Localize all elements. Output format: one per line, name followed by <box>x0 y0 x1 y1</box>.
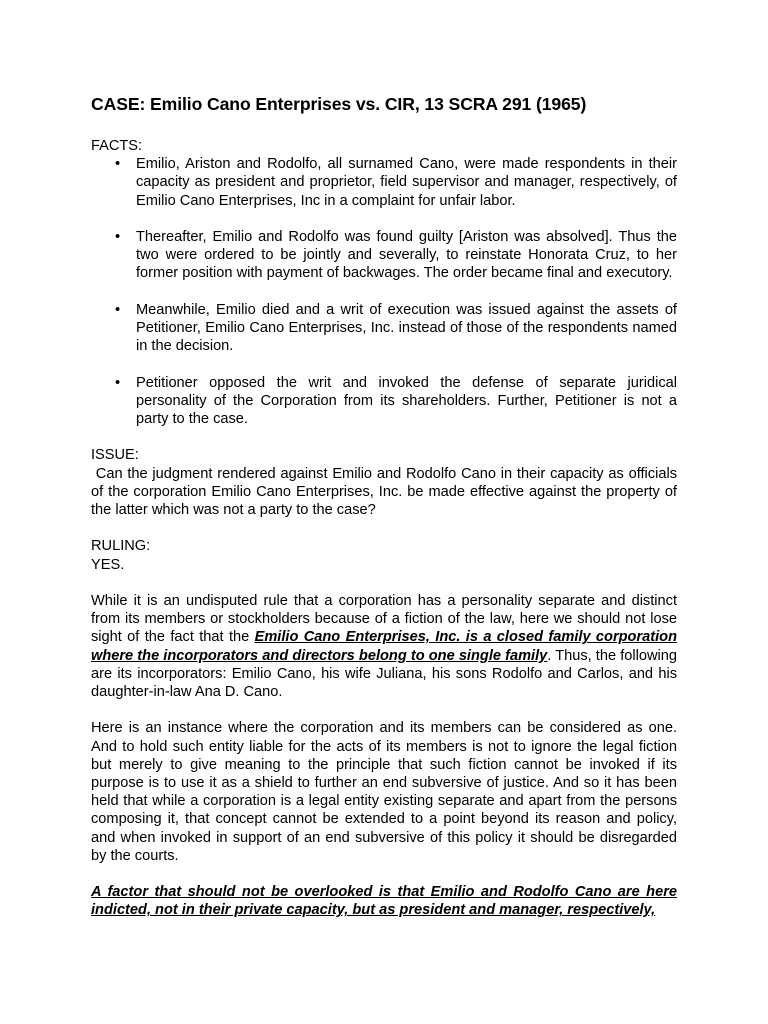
fact-text: Meanwhile, Emilio died and a writ of execution was issued against the assets of Petitioner, Emilio Cano Enterprises, Inc. instead of those of the respondents named in the decision. <box>136 301 677 355</box>
ruling-paragraph-1-emphasis: Emilio Cano Enterprises, Inc. is a closed family corporation where the incorporators and directors belong to one single family <box>91 629 678 664</box>
issue-label: ISSUE: <box>91 447 139 464</box>
ruling-label: RULING: <box>91 538 151 555</box>
fact-text: Thereafter, Emilio and Rodolfo was found guilty [Ariston was absolved]. Thus the two were ordered to be jointly and severally, to reinstate Honorata Cruz, to her former position with payment of backwages. The order became final and executory. <box>136 229 677 282</box>
ruling-paragraph-3-emphasis: A factor that should not be overlooked is that Emilio and Rodolfo Cano are here indicted, not in their private capacity, but as president and manager, respectively, <box>91 884 677 919</box>
list-item <box>91 228 677 283</box>
facts-list <box>91 155 677 428</box>
list-item <box>91 301 677 356</box>
ruling-answer: YES. <box>91 556 125 573</box>
bullet-icon: • <box>115 374 121 391</box>
ruling-paragraph-2: Here is an instance where the corporation and its members can be considered as one. And to hold such entity liable for the acts of its members is not to ignore the legal fiction but merely to give meaning to the principle that such fiction cannot be invoked if its purpose is to use it as a shield to further an end subversive of justice. And so it has been held that while a corporation is a legal entity existing separate and apart from the persons composing it, that concept cannot be extended to a point beyond its reason and policy, and when invoked in support of an end subversive of this policy it should be disregarded by the courts. <box>91 720 677 864</box>
document-page <box>91 93 682 920</box>
list-item <box>91 155 677 210</box>
list-item <box>91 374 677 429</box>
fact-text: Petitioner opposed the writ and invoked the defense of separate juridical personality of the Corporation from its shareholders. Further, Petitioner is not a party to the case. <box>136 374 677 427</box>
issue-text: Can the judgment rendered against Emilio and Rodolfo Cano in their capacity as officials of the corporation Emilio Cano Enterprises, Inc. be made effective against the property of the latter which was not a party to the case? <box>91 465 682 518</box>
bullet-icon: • <box>115 301 121 318</box>
ruling-paragraph-1-tail: . Thus, the following are its incorporators: Emilio Cano, his wife Juliana, his sons Rodolfo and Carlos, and his daughter-in-law Ana D. Cano. <box>91 647 677 700</box>
case-title: CASE: Emilio Cano Enterprises vs. CIR, 13 SCRA 291 (1965) <box>91 94 587 114</box>
ruling-paragraph-1 <box>91 592 677 701</box>
bullet-icon: • <box>115 156 121 173</box>
ruling-paragraph-1-lead: While it is an undisputed rule that a corporation has a personality separate and distinct from its members or stockholders because of a fiction of the law, here we should not lose sight of the fact that the <box>91 592 677 646</box>
bullet-icon: • <box>115 229 121 245</box>
ruling-paragraph-3 <box>91 883 677 919</box>
fact-text: Emilio, Ariston and Rodolfo, all surnamed Cano, were made respondents in their capacity as president and proprietor, field supervisor and manager, respectively, of Emilio Cano Enterprises, Inc in a complaint for unfair labor. <box>136 156 677 209</box>
facts-label: FACTS: <box>91 138 143 154</box>
